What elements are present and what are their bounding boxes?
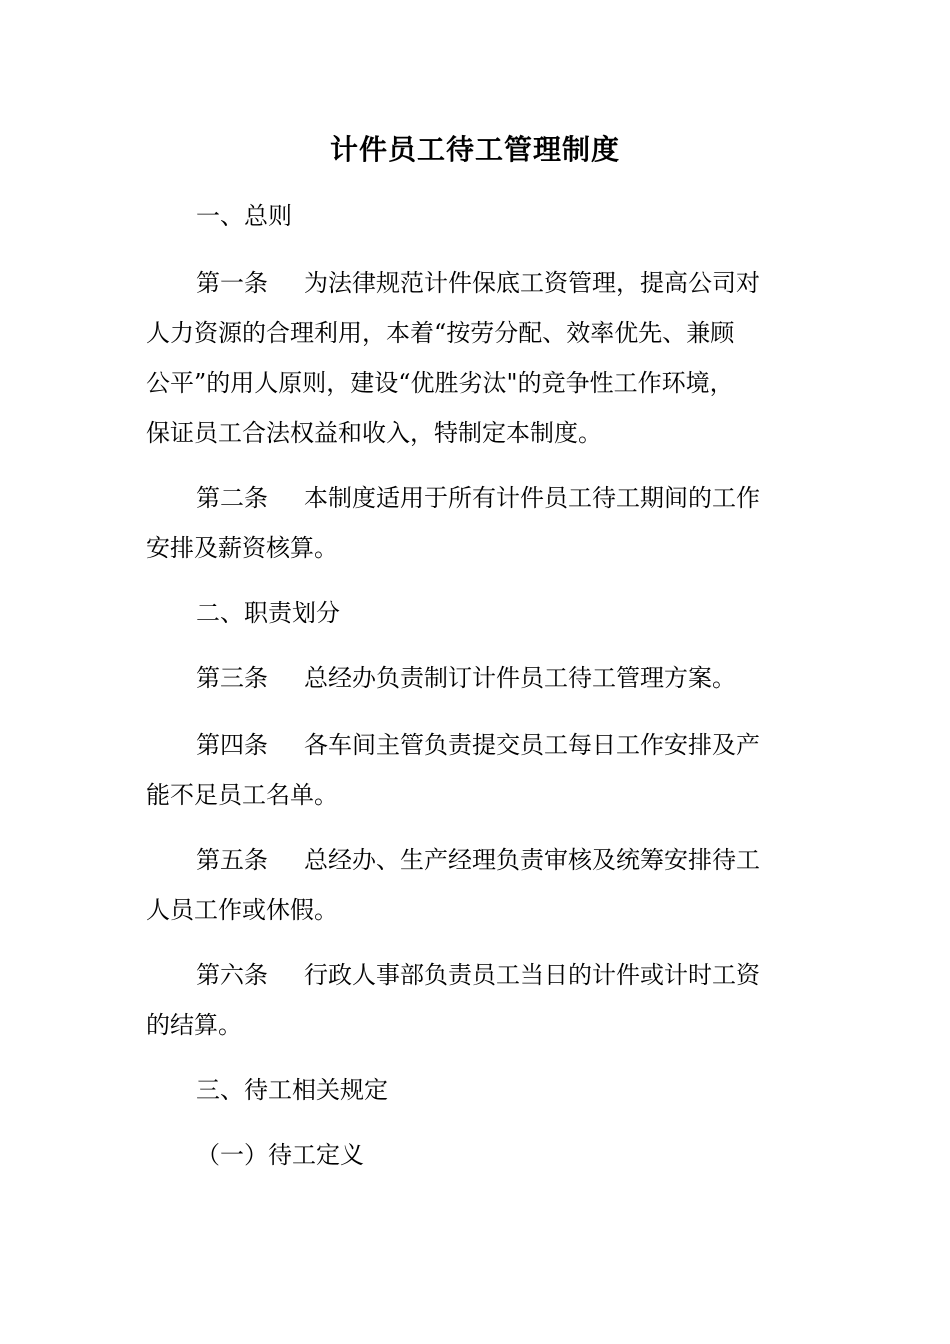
article-1-label: 第一条 xyxy=(196,269,268,297)
article-6-label: 第六条 xyxy=(196,961,268,989)
article-1-line-4: 保证员工合法权益和收入，特制定本制度。 xyxy=(146,419,602,447)
section-heading-standby-rules: 三、待工相关规定 xyxy=(196,1076,388,1104)
article-1-text-1: 为法律规范计件保底工资管理，提高公司对 xyxy=(304,269,760,297)
article-1-line-1 xyxy=(196,266,760,300)
article-2-line-2: 安排及薪资核算。 xyxy=(146,534,338,562)
article-2-line-1 xyxy=(196,481,760,515)
article-3-text-1: 总经办负责制订计件员工待工管理方案。 xyxy=(304,664,736,692)
article-2-text-1: 本制度适用于所有计件员工待工期间的工作 xyxy=(304,484,760,512)
article-5-text-1: 总经办、生产经理负责审核及统筹安排待工 xyxy=(304,846,760,874)
article-1-line-2: 人力资源的合理利用，本着“按劳分配、效率优先、兼顾 xyxy=(146,319,735,347)
article-5-line-2: 人员工作或休假。 xyxy=(146,896,338,924)
article-3-line-1 xyxy=(196,661,736,695)
article-6-line-2: 的结算。 xyxy=(146,1011,242,1039)
subsection-heading-standby-definition: （一）待工定义 xyxy=(196,1141,364,1169)
article-4-line-1 xyxy=(196,728,760,762)
document-title: 计件员工待工管理制度 xyxy=(329,133,620,166)
article-5-line-1 xyxy=(196,843,760,877)
article-3-label: 第三条 xyxy=(196,664,268,692)
article-1-line-3: 公平”的用人原则，建设“优胜劣汰"的竞争性工作环境， xyxy=(146,369,734,397)
article-2-label: 第二条 xyxy=(196,484,268,512)
article-4-line-2: 能不足员工名单。 xyxy=(146,781,338,809)
article-4-label: 第四条 xyxy=(196,731,268,759)
article-6-text-1: 行政人事部负责员工当日的计件或计时工资 xyxy=(304,961,760,989)
article-4-text-1: 各车间主管负责提交员工每日工作安排及产 xyxy=(304,731,760,759)
section-heading-duties: 二、职责划分 xyxy=(196,599,340,627)
section-heading-general: 一、总则 xyxy=(196,202,292,230)
article-6-line-1 xyxy=(196,958,760,992)
article-5-label: 第五条 xyxy=(196,846,268,874)
